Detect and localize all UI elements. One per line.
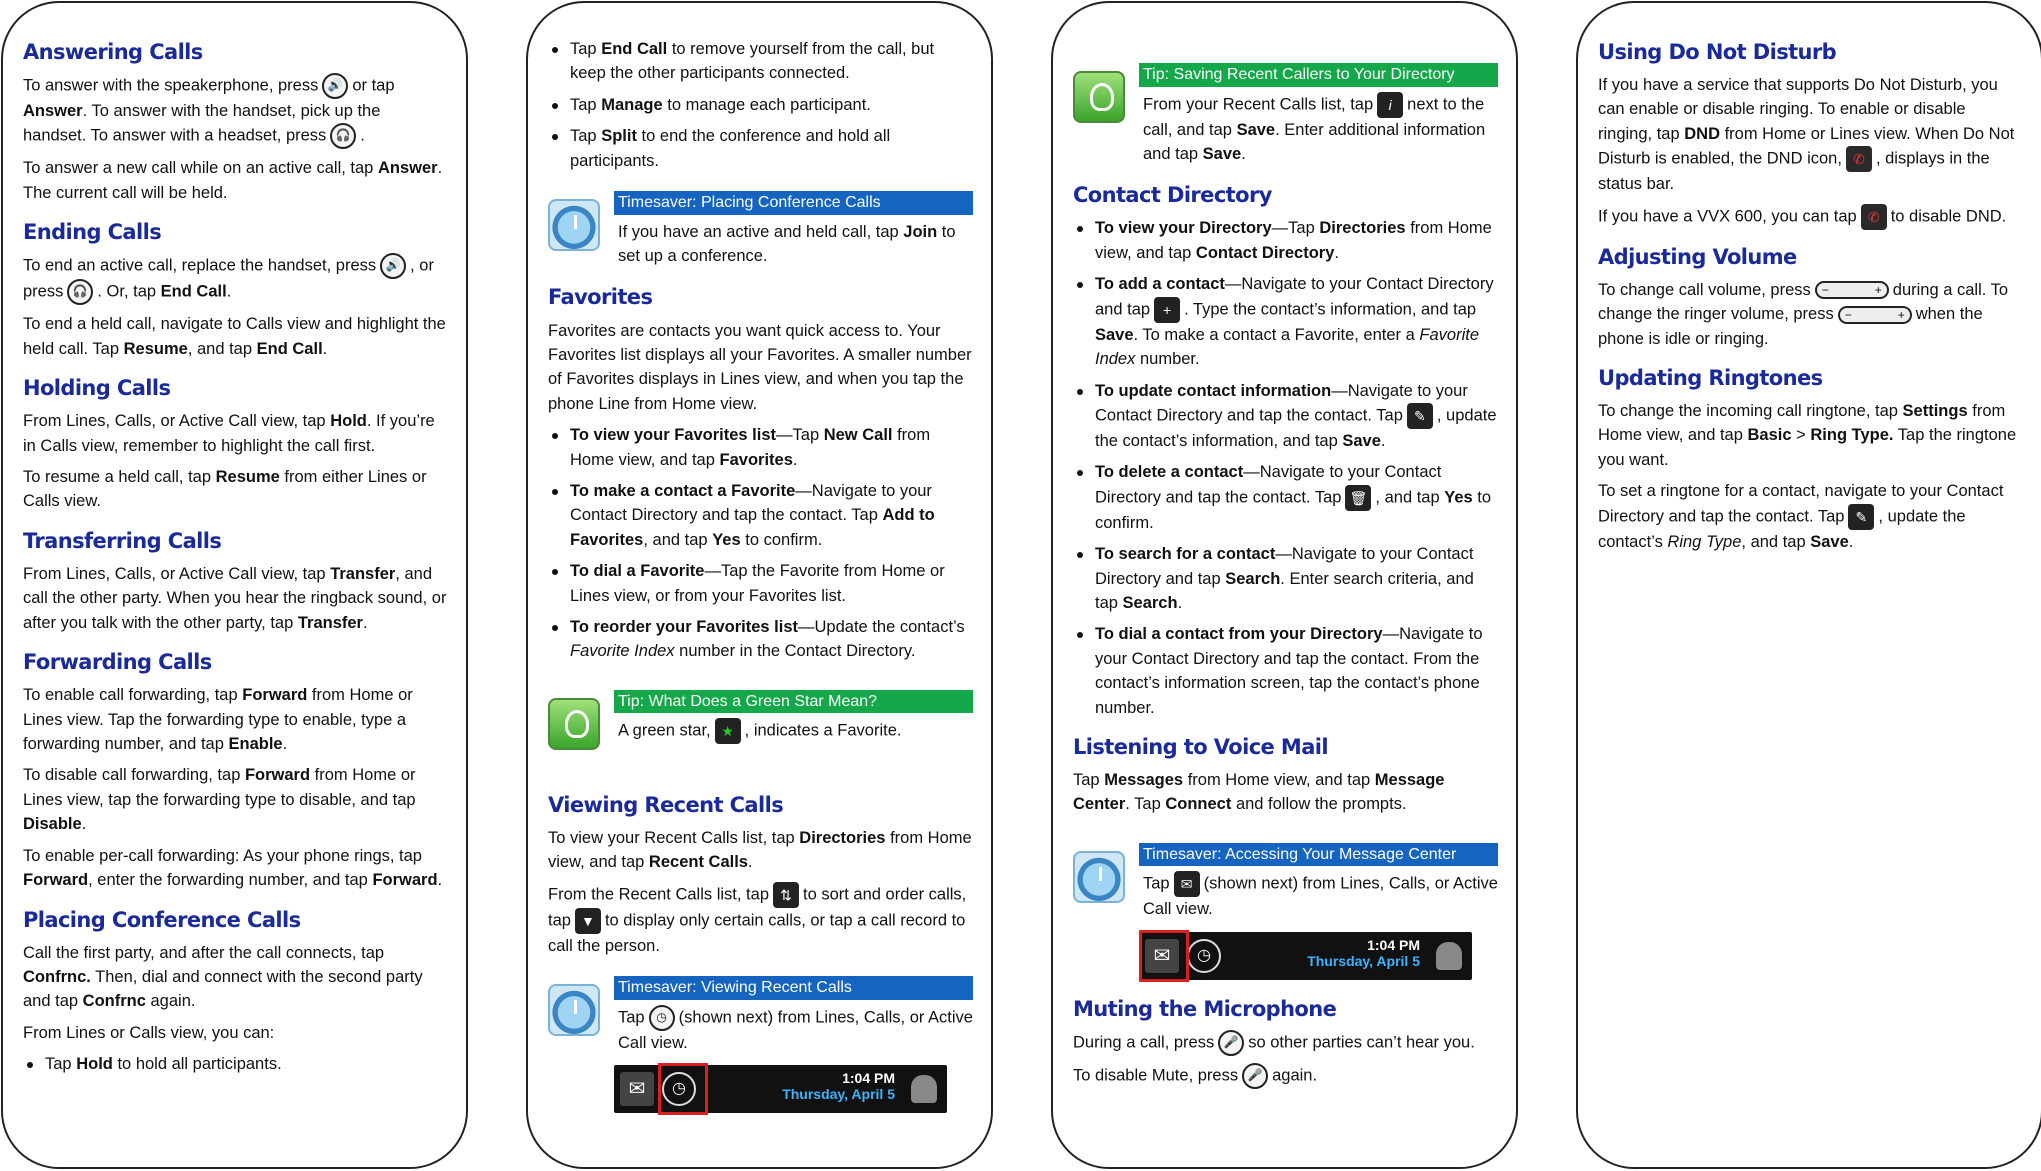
callout-text: Tap ✉ (shown next) from Lines, Calls, or Active Call view.: [1139, 871, 1498, 921]
para: To disable call forwarding, tap Forward from Home or Lines view, tap the forwarding type to disable, and tap Disable.: [23, 766, 416, 834]
volume-key-icon: − +: [1838, 306, 1912, 324]
mute-icon: 🎤: [1218, 1030, 1244, 1056]
callout-text: From your Recent Calls list, tap i next to the call, and tap Save. Enter additional information and tap Save.: [1139, 92, 1498, 167]
dnd-icon: ✆: [1861, 204, 1887, 230]
para: Favorites are contacts you want quick access to. Your Favorites list displays all your Favorites. A smaller number of Favorites displays in Lines view, and when you tap the phone Line from Home view.: [548, 321, 972, 413]
panel-4: [1576, 1, 2041, 1169]
callout-title: Timesaver: Placing Conference Calls: [614, 191, 973, 215]
envelope-icon: ✉: [1145, 939, 1179, 973]
callout-text: If you have an active and held call, tap Join to set up a conference.: [618, 222, 956, 266]
para: To disable Mute, press 🎤 again.: [1073, 1063, 1498, 1089]
mute-icon: 🎤: [1242, 1063, 1268, 1089]
para: To enable call forwarding, tap Forward from Home or Lines view. Tap the forwarding type to enable, type a forwarding number, and tap Enable.: [23, 686, 413, 754]
speaker-icon: 🔊: [322, 73, 348, 99]
phone-status-strip: [614, 1065, 947, 1113]
para: To enable per-call forwarding: As your phone rings, tap Forward, enter the forwarding number, and tap Forward.: [23, 846, 443, 890]
list-item: To view your Favorites list—Tap New Call from Home view, and tap Favorites.: [548, 423, 973, 472]
list-item: To add a contact—Navigate to your Contact Directory and tap + . Type the contact’s information, and tap Save. To make a contact a Favorite, enter a Favorite Index number.: [1073, 272, 1498, 371]
list-item: Tap End Call to remove yourself from the call, but keep the other participants connected.: [548, 37, 973, 86]
list-item: To reorder your Favorites list—Update the contact’s Favorite Index number in the Contact Directory.: [548, 615, 973, 664]
panel-1: [1, 1, 468, 1169]
list-item: To search for a contact—Navigate to your Contact Directory and tap Search. Enter search criteria, and tap Search.: [1073, 542, 1498, 615]
para: From Lines, Calls, or Active Call view, tap Transfer, and call the other party. When you hear the ringback sound, or after you talk with the other party, tap Transfer.: [23, 564, 447, 632]
highlight-box: [658, 1063, 708, 1115]
stopwatch-icon: [548, 984, 600, 1036]
heading-volume: Adjusting Volume: [1598, 244, 1797, 269]
heading-conference-calls: Placing Conference Calls: [23, 907, 301, 932]
delete-icon: 🗑: [1345, 485, 1371, 511]
callout-title: Timesaver: Viewing Recent Calls: [614, 976, 973, 1000]
time-display: 1:04 PM Thursday, April 5: [782, 1070, 895, 1103]
add-icon: +: [1154, 297, 1180, 323]
avatar-icon: [911, 1075, 937, 1103]
envelope-icon: ✉: [620, 1072, 654, 1106]
para: To set a ringtone for a contact, navigate to your Contact Directory and tap the contact. Tap ✎ , update the contact’s Ring Type, and tap Save.: [1598, 482, 2004, 551]
panel-3: [1051, 1, 1518, 1169]
headset-icon: 🎧: [330, 123, 356, 149]
clock-icon: ◷: [649, 1005, 675, 1031]
para: To change the incoming call ringtone, tap Settings from Home view, and tap Basic > Ring Type. Tap the ringtone you want.: [1598, 402, 2017, 469]
edit-icon: ✎: [1407, 403, 1433, 429]
heading-favorites: Favorites: [548, 285, 653, 310]
heading-voice-mail: Listening to Voice Mail: [1073, 734, 1328, 759]
list-item: To dial a contact from your Directory—Navigate to your Contact Directory and tap the contact. From the contact’s information screen, tap the contact’s phone number.: [1073, 622, 1498, 720]
avatar-icon: [1436, 942, 1462, 970]
sort-icon: ⇅: [773, 882, 799, 908]
list-item: To update contact information—Navigate to your Contact Directory and tap the contact. Tap ✎ , update the contact’s information, and tap Save.: [1073, 379, 1498, 454]
list-item: To dial a Favorite—Tap the Favorite from Home or Lines view, or from your Favorites list.: [548, 559, 973, 608]
para: From Lines, Calls, or Active Call view, tap Hold. If you’re in Calls view, remember to highlight the call first.: [23, 412, 435, 455]
timesaver-message-center: [1073, 843, 1498, 980]
para: If you have a service that supports Do Not Disturb, you can enable or disable ringing. To enable or disable ringing, tap DND from Home or Lines view. When Do Not Disturb is enabled, the DND icon, ✆ , displays in the status bar.: [1598, 76, 2015, 194]
heading-ending-calls: Ending Calls: [23, 220, 162, 245]
heading-dnd: Using Do Not Disturb: [1598, 40, 1837, 64]
list-item: To view your Directory—Tap Directories from Home view, and tap Contact Directory.: [1073, 216, 1498, 265]
para: From the Recent Calls list, tap ⇅ to sort and order calls, tap ▼ to display only certain calls, or tap a call record to call the person.: [548, 882, 973, 958]
lightbulb-icon: [1073, 71, 1125, 123]
envelope-icon: ✉: [1174, 871, 1200, 897]
para: To end a held call, navigate to Calls view and highlight the held call. Tap Resume, and tap End Call.: [23, 315, 446, 358]
list-item: To make a contact a Favorite—Navigate to your Contact Directory and tap the contact. Tap Add to Favorites, and tap Yes to confirm.: [548, 479, 973, 552]
tip-saving-callers: [1073, 63, 1498, 166]
list-item: Tap Hold to hold all participants.: [23, 1052, 448, 1076]
dnd-icon: ✆: [1846, 146, 1872, 172]
clock-icon: ◷: [1187, 939, 1221, 973]
filter-icon: ▼: [575, 908, 601, 934]
lightbulb-icon: [548, 698, 600, 750]
info-icon: i: [1377, 92, 1403, 118]
volume-key-icon: − +: [1815, 281, 1889, 299]
callout-title: Tip: Saving Recent Callers to Your Directory: [1139, 63, 1498, 87]
para: To change call volume, press − + during a call. To change the ringer volume, press − + when the phone is idle or ringing.: [1598, 280, 2009, 348]
tip-green-star: [548, 690, 973, 750]
green-star-icon: ★: [715, 718, 741, 744]
clock-icon: ◷: [662, 1072, 696, 1106]
speaker-icon: 🔊: [380, 253, 406, 279]
heading-ringtones: Updating Ringtones: [1598, 366, 1823, 390]
phone-status-strip: [1139, 932, 1472, 980]
heading-contact-directory: Contact Directory: [1073, 183, 1272, 208]
headset-icon: 🎧: [67, 279, 93, 305]
timesaver-recent: [548, 976, 973, 1113]
para: To end an active call, replace the handset, press 🔊 , or press 🎧 . Or, tap End Call.: [23, 253, 448, 305]
highlight-box: [1139, 930, 1189, 982]
para: To answer with the speakerphone, press 🔊 or tap Answer. To answer with the handset, pick up the handset. To answer with a headset, press 🎧 .: [23, 73, 448, 149]
timesaver-conference: [548, 191, 973, 268]
callout-title: Tip: What Does a Green Star Mean?: [614, 690, 973, 714]
para: During a call, press 🎤 so other parties can’t hear you.: [1073, 1030, 1498, 1056]
para: From Lines or Calls view, you can:: [23, 1023, 275, 1042]
panel-2: [526, 1, 993, 1169]
para: To view your Recent Calls list, tap Directories from Home view, and tap Recent Calls.: [548, 828, 972, 872]
callout-title: Timesaver: Accessing Your Message Center: [1139, 843, 1498, 867]
para: To answer a new call while on an active call, tap Answer. The current call will be held.: [23, 159, 443, 202]
para: Call the first party, and after the call connects, tap Confrnc. Then, dial and connect with the second party and tap Confrnc again.: [23, 943, 423, 1011]
para: Tap Messages from Home view, and tap Message Center. Tap Connect and follow the prompts.: [1073, 771, 1445, 814]
list-item: Tap Manage to manage each participant.: [548, 93, 973, 117]
para: To resume a held call, tap Resume from either Lines or Calls view.: [23, 468, 427, 511]
heading-forwarding-calls: Forwarding Calls: [23, 650, 212, 675]
list-item: Tap Split to end the conference and hold all participants.: [548, 124, 973, 173]
stopwatch-icon: [548, 199, 600, 251]
heading-muting: Muting the Microphone: [1073, 996, 1337, 1021]
para: If you have a VVX 600, you can tap ✆ to disable DND.: [1598, 204, 2023, 230]
edit-icon: ✎: [1848, 504, 1874, 530]
heading-answering-calls: Answering Calls: [23, 40, 203, 64]
stopwatch-icon: [1073, 851, 1125, 903]
heading-recent-calls: Viewing Recent Calls: [548, 792, 784, 817]
heading-transferring-calls: Transferring Calls: [23, 528, 222, 553]
callout-text: A green star, ★ , indicates a Favorite.: [614, 718, 973, 744]
list-item: To delete a contact—Navigate to your Contact Directory and tap the contact. Tap 🗑 , and tap Yes to confirm.: [1073, 460, 1498, 535]
heading-holding-calls: Holding Calls: [23, 376, 171, 401]
callout-text: Tap ◷ (shown next) from Lines, Calls, or Active Call view.: [614, 1005, 973, 1055]
time-display: 1:04 PM Thursday, April 5: [1307, 936, 1420, 969]
